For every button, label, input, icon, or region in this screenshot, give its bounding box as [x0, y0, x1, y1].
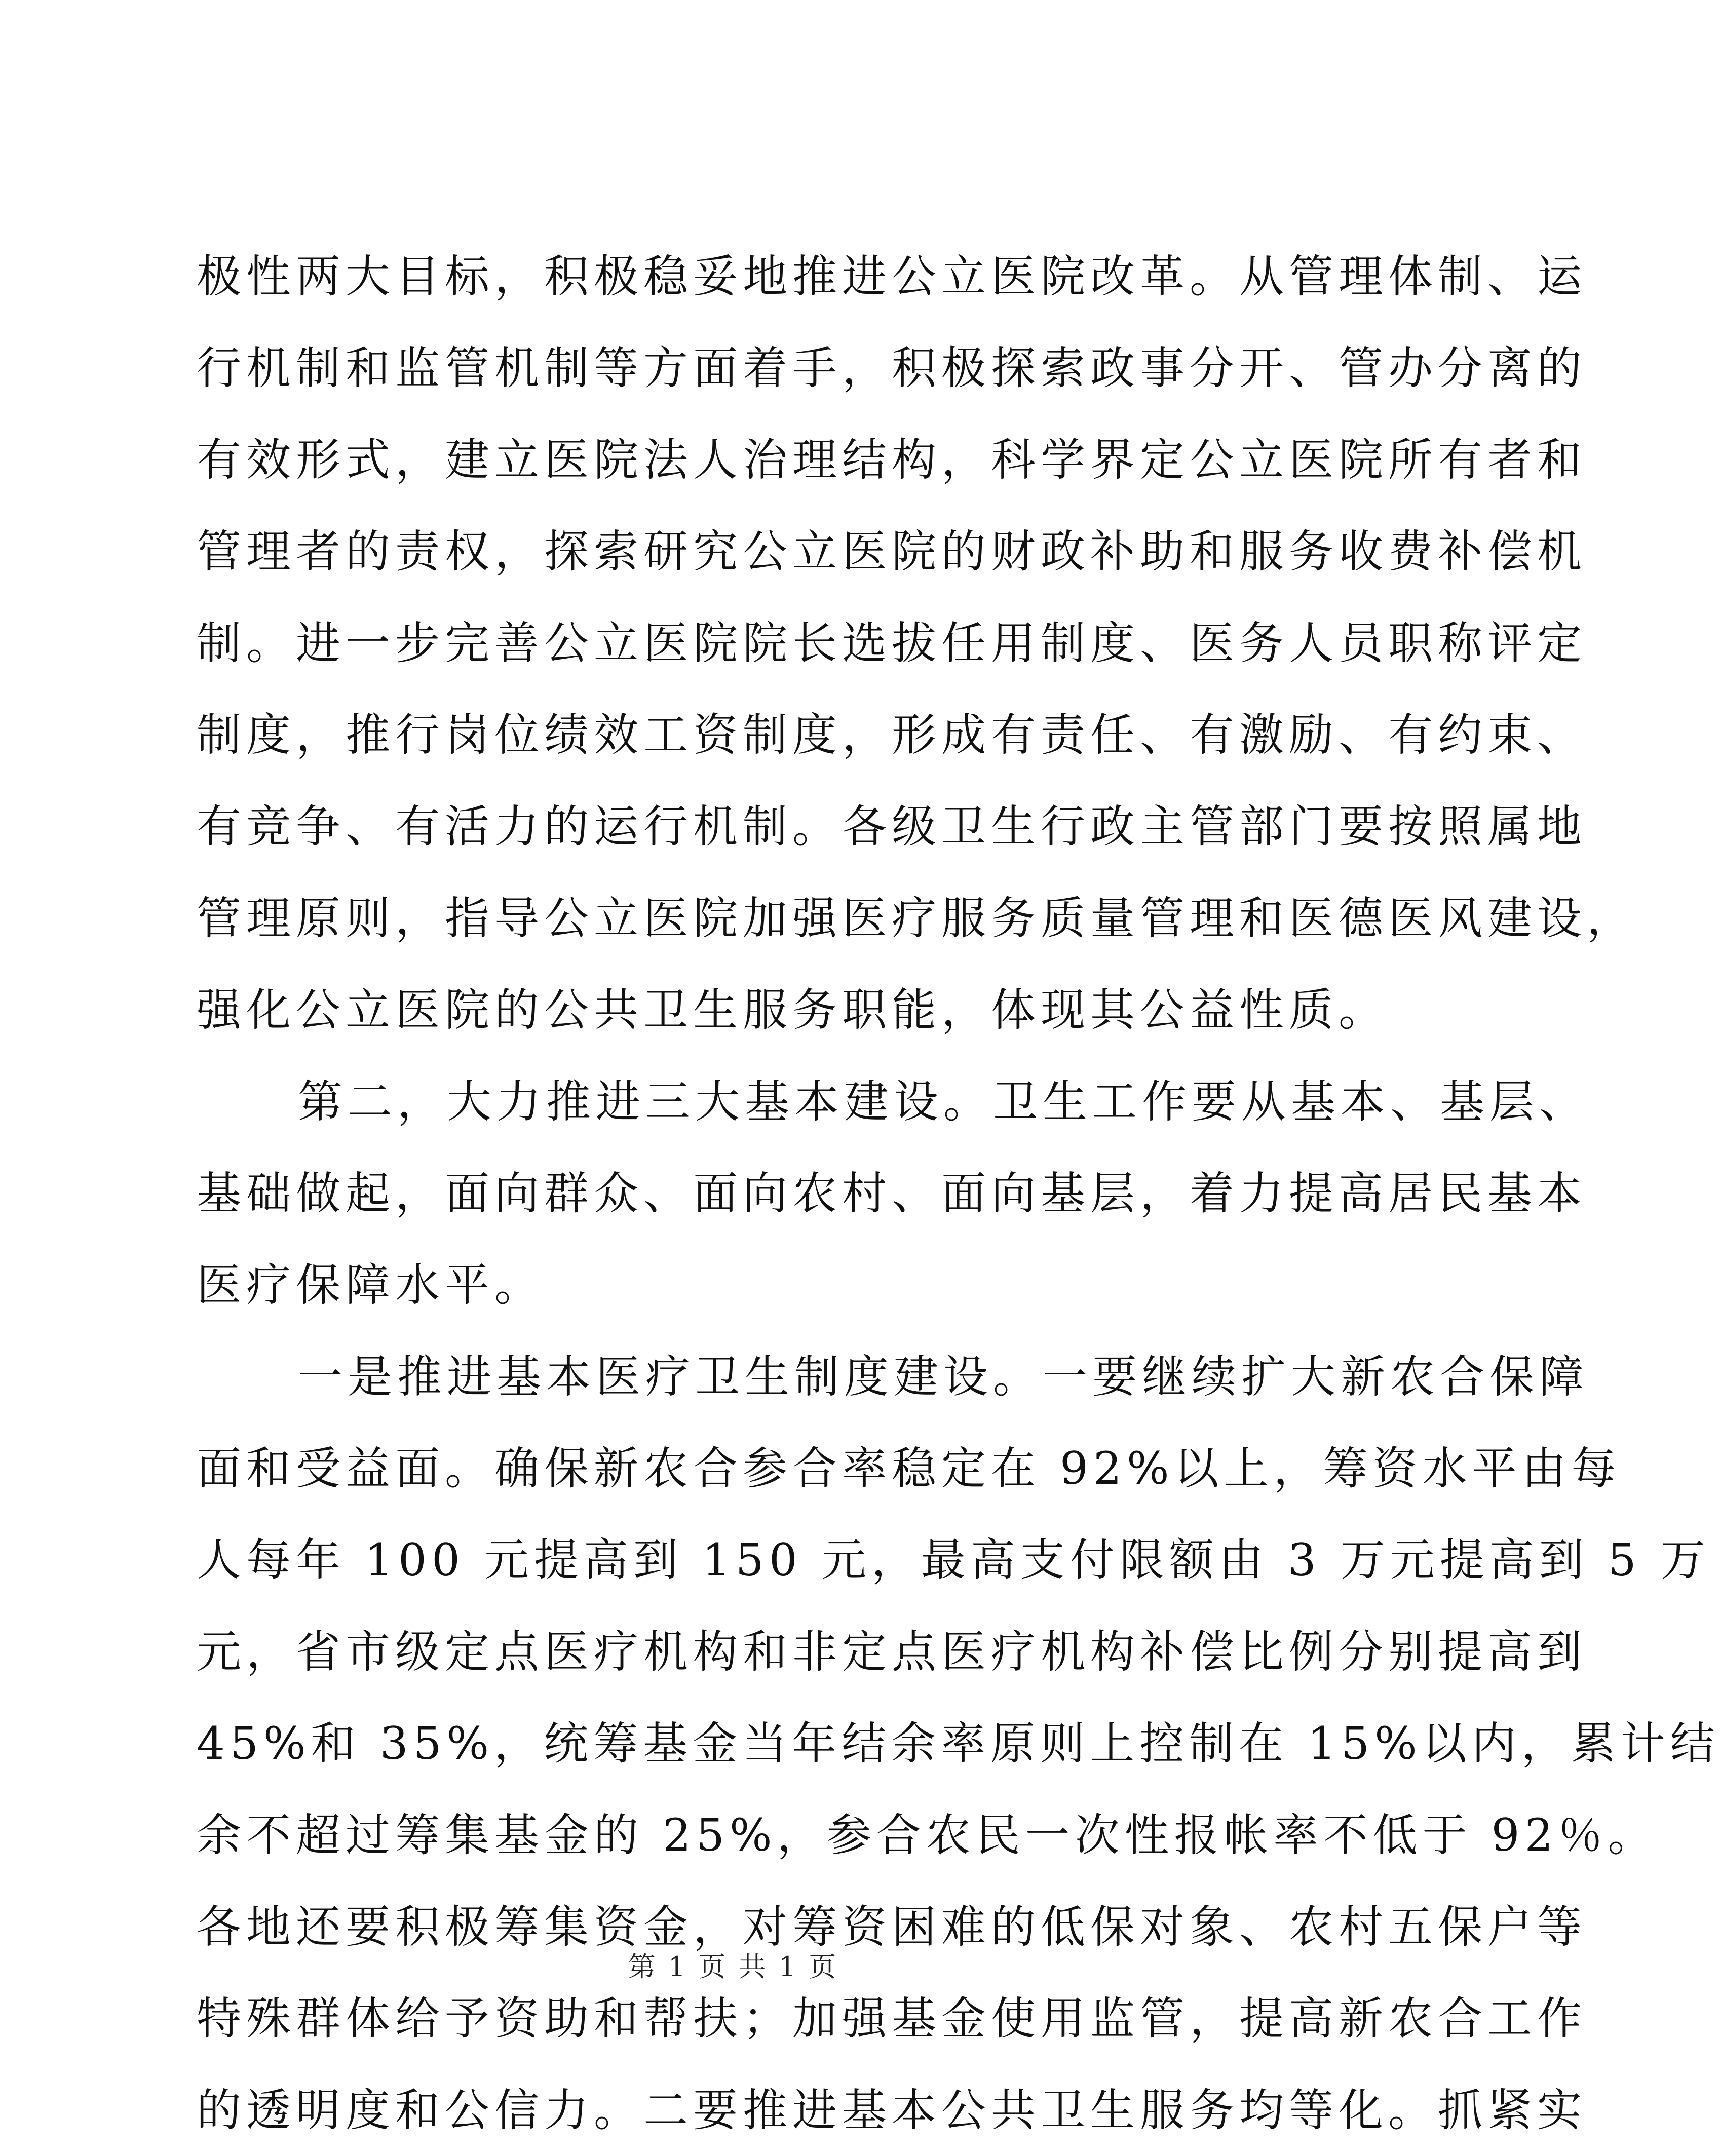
text-line: 人每年 100 元提高到 150 元，最高支付限额由 3 万元提高到 5 万 — [197, 1534, 1710, 1586]
text-line: 有竞争、有活力的运行机制。各级卫生行政主管部门要按照属地 — [197, 800, 1587, 853]
text-line: 基础做起，面向群众、面向农村、面向基层，着力提高居民基本 — [197, 1167, 1587, 1219]
body-text — [197, 230, 1720, 2156]
text-line: 有效形式，建立医院法人治理结构，科学界定公立医院所有者和 — [197, 434, 1587, 486]
text-line: 45%和 35%，统筹基金当年结余率原则上控制在 15%以内，累计结 — [197, 1717, 1720, 1769]
text-line: 强化公立医院的公共卫生服务职能，体现其公益性质。 — [197, 984, 1389, 1036]
text-line: 面和受益面。确保新农合参合率稳定在 92%以上，筹资水平由每 — [197, 1442, 1621, 1494]
text-line: 特殊群体给予资助和帮扶；加强基金使用监管，提高新农合工作 — [197, 1992, 1587, 2045]
text-line: 医疗保障水平。 — [197, 1259, 545, 1311]
text-line: 极性两大目标，积极稳妥地推进公立医院改革。从管理体制、运 — [197, 250, 1587, 302]
text-line: 制度，推行岗位绩效工资制度，形成有责任、有激励、有约束、 — [197, 709, 1587, 761]
text-line: 行机制和监管机制等方面着手，积极探索政事分开、管办分离的 — [197, 342, 1587, 394]
text-line: 的透明度和公信力。二要推进基本公共卫生服务均等化。抓紧实 — [197, 2084, 1587, 2136]
text-line: 管理原则，指导公立医院加强医疗服务质量管理和医德医风建设， — [197, 892, 1637, 944]
text-line: 制。进一步完善公立医院院长选拔任用制度、医务人员职称评定 — [197, 617, 1587, 669]
text-line: 管理者的责权，探索研究公立医院的财政补助和服务收费补偿机 — [197, 525, 1587, 578]
paragraph-start-line: 第二，大力推进三大基本建设。卫生工作要从基本、基层、 — [298, 1075, 1589, 1128]
text-line: 元，省市级定点医疗机构和非定点医疗机构补偿比例分别提高到 — [197, 1626, 1587, 1678]
page-number-footer: 第 1 页 共 1 页 — [628, 1951, 838, 1983]
text-line: 各地还要积极筹集资金，对筹资困难的低保对象、农村五保户等 — [197, 1901, 1587, 1953]
paragraph-start-line: 一是推进基本医疗卫生制度建设。一要继续扩大新农合保障 — [298, 1351, 1589, 1403]
text-line: 余不超过筹集基金的 25%，参合农民一次性报帐率不低于 92％。 — [197, 1809, 1658, 1861]
